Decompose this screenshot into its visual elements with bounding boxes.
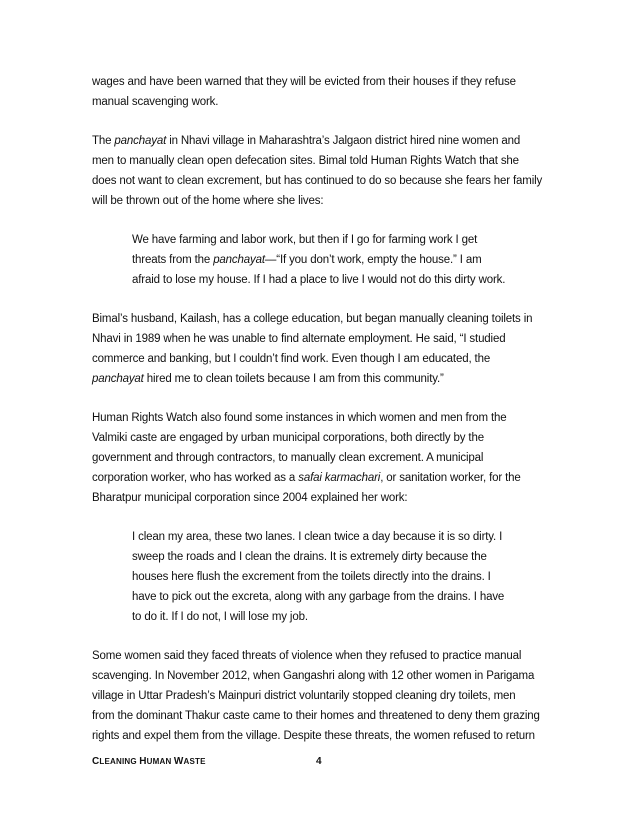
text-line: Bharatpur municipal corporation since 2004 explained her work: [92,492,408,504]
quote-line: I clean my area, these two lanes. I clean twice a day because it is so dirty. I [132,531,503,543]
text-line [92,369,552,389]
text-run: The [92,135,115,147]
paragraph-4 [92,408,552,508]
block-quote-2 [92,527,532,627]
text-line: rights and expel them from the village. Despite these threats, the women refused to return [92,730,535,742]
text-line: will be thrown out of the home where she lives: [92,195,324,207]
quote-line [132,250,532,270]
text-run: hired me to clean toilets because I am from this community.” [143,373,444,385]
italic-term: safai karmachari [298,472,381,484]
text-line: from the dominant Thakur caste came to their homes and threatened to deny them grazing [92,710,540,722]
running-title [92,756,206,767]
text-line: government and through contractors, to manually clean excrement. A municipal [92,452,484,464]
quote-line: have to pick out the excreta, along with any garbage from the drains. I have [132,591,505,603]
title-smallcaps: UMAN [146,757,174,766]
text-line: Nhavi in 1989 when he was unable to find alternate employment. He said, “I studied [92,333,506,345]
quote-line: houses here flush the excrement from the toilets directly into the drains. I [132,571,491,583]
title-initial: H [139,756,147,767]
quote-line: We have farming and labor work, but then if I go for farming work I get [132,234,478,246]
text-run: in Nhavi village in Maharashtra’s Jalgaon district hired nine women and [166,135,521,147]
text-line: does not want to clean excrement, but has continued to do so because she fears her family [92,175,543,187]
text-line: commerce and banking, but I couldn’t find work. Even though I am educated, the [92,353,491,365]
italic-term: panchayat [92,373,144,385]
text-line: Human Rights Watch also found some instances in which women and men from the [92,412,507,424]
text-line: wages and have been warned that they will be evicted from their houses if they refuse [92,76,516,88]
block-quote-1 [92,230,532,290]
text-run: threats from the [132,254,214,266]
text-line: men to manually clean open defecation sites. Bimal told Human Rights Watch that she [92,155,519,167]
text-run: corporation worker, who has worked as a [92,472,299,484]
text-line: Bimal’s husband, Kailash, has a college education, but began manually cleaning toilets in [92,313,533,325]
page-number: 4 [316,756,322,767]
text-run: , or sanitation worker, for the [380,472,521,484]
italic-term: panchayat [213,254,265,266]
page-body [92,72,552,765]
text-line: Some women said they faced threats of violence when they refused to practice manual [92,650,522,662]
text-line: manual scavenging work. [92,96,219,108]
page-footer [92,756,552,772]
text-line: Valmiki caste are engaged by urban municipal corporations, both directly by the [92,432,484,444]
quote-line: to do it. If I do not, I will lose my job. [132,611,308,623]
quote-line: sweep the roads and I clean the drains. It is extremely dirty because the [132,551,487,563]
quote-line: afraid to lose my house. If I had a place to live I would not do this dirty work. [132,274,506,286]
italic-term: panchayat [114,135,167,147]
text-run: —“If you don’t work, empty the house.” I am [264,254,482,266]
paragraph-2 [92,131,552,211]
text-line: scavenging. In November 2012, when Gangashri along with 12 other women in Parigama [92,670,535,682]
text-line: village in Uttar Pradesh’s Mainpuri district voluntarily stopped cleaning dry toilets, men [92,690,516,702]
title-initial: C [92,756,100,767]
title-smallcaps: ASTE [183,757,206,766]
paragraph-5 [92,646,552,746]
paragraph-3 [92,309,552,389]
text-line [92,131,552,151]
paragraph-1 [92,72,552,112]
title-smallcaps: LEANING [99,757,140,766]
title-initial: W [173,756,184,767]
text-line [92,468,552,488]
